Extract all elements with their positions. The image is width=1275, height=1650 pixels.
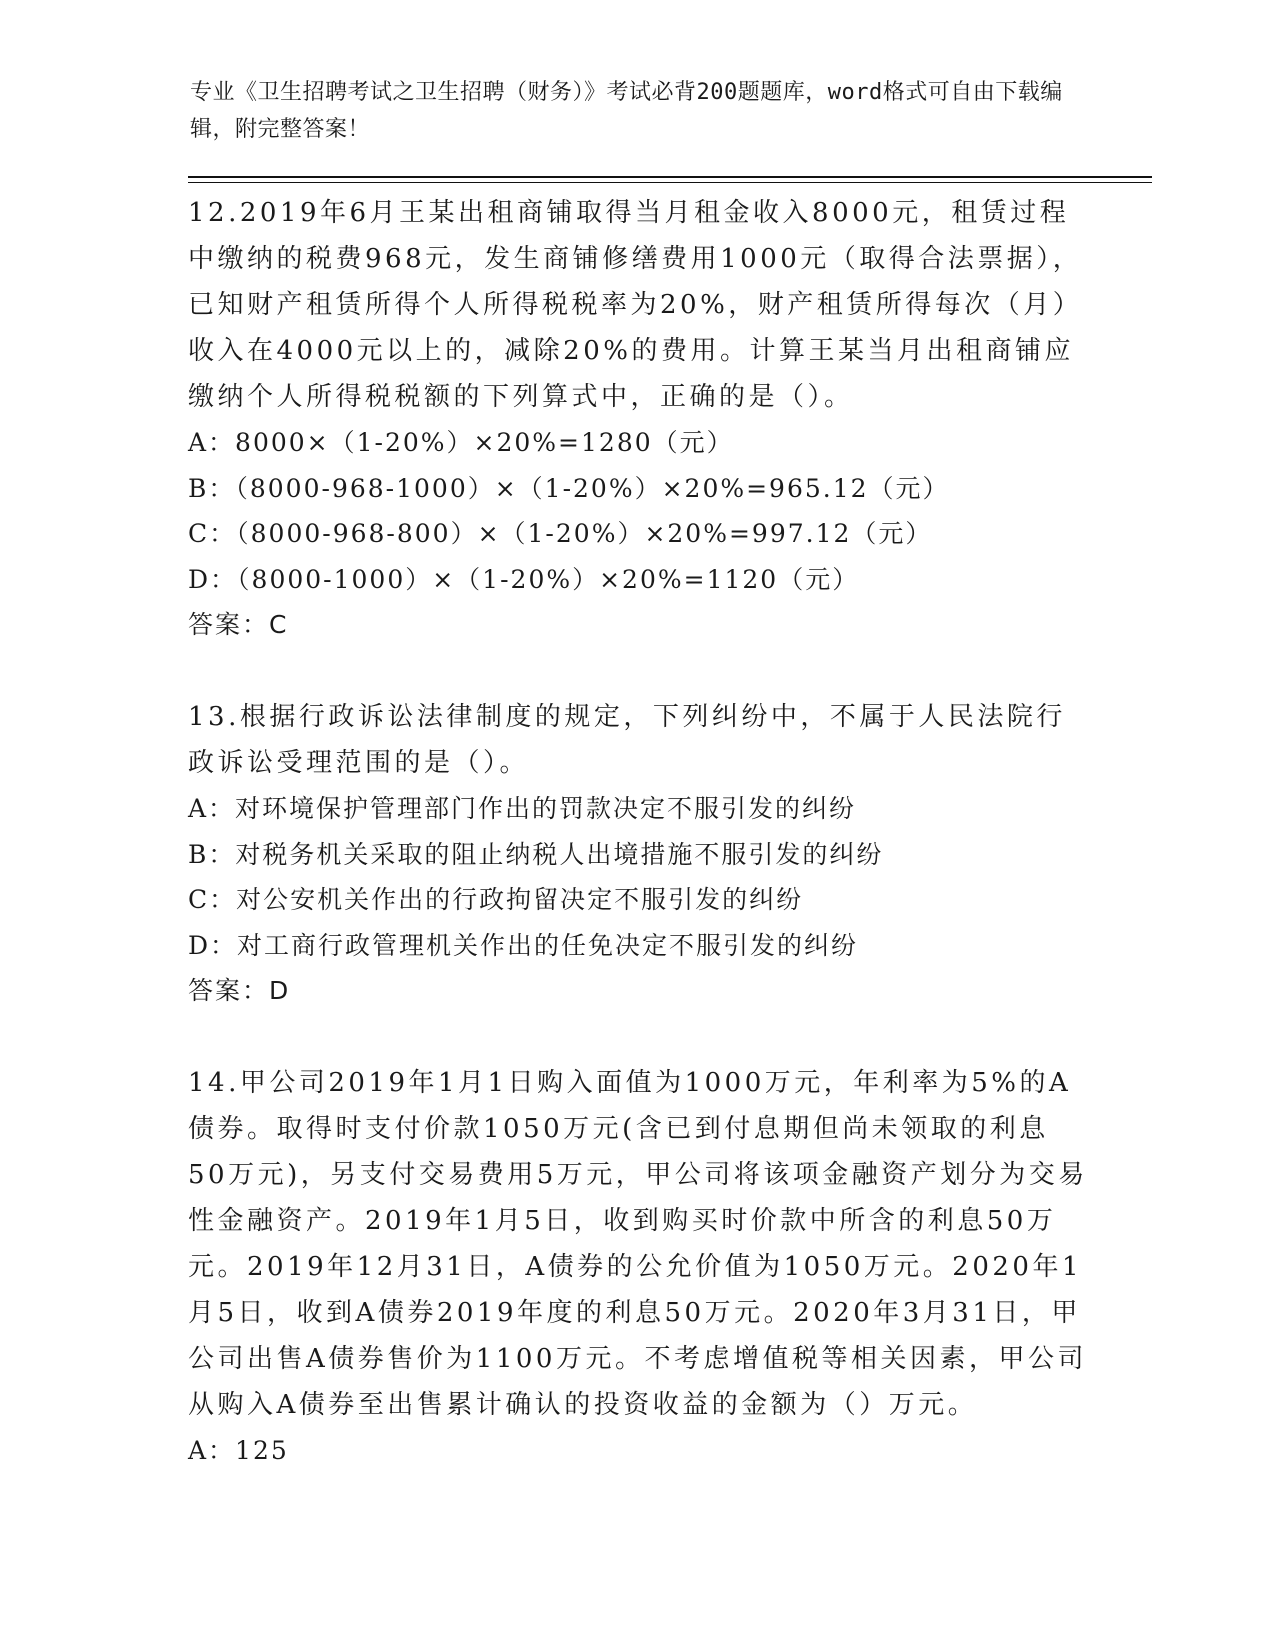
header-divider-thick xyxy=(188,176,1152,178)
option-d: D：（8000-1000）×（1-20%）×20%=1120（元） xyxy=(188,564,860,594)
option-c: C：（8000-968-800）×（1-20%）×20%=997.12（元） xyxy=(188,519,933,548)
question-12 xyxy=(188,190,1088,648)
option-b: B：对税务机关采取的阻止纳税人出境措施不服引发的纠纷 xyxy=(188,839,884,869)
option-a: A：8000×（1-20%）×20%=1280（元） xyxy=(188,428,734,457)
option-d: D：对工商行政管理机关作出的任免决定不服引发的纠纷 xyxy=(188,930,859,960)
option-c: C：对公安机关作出的行政拘留决定不服引发的纠纷 xyxy=(188,885,804,914)
question-stem: 12.2019年6月王某出租商铺取得当月租金收入8000元，租赁过程中缴纳的税费968元，发生商铺修缮费用1000元（取得合法票据），已知财产租赁所得个人所得税税率为20%，财产租赁所得每次（月）收入在4000元以上的，减除20%的费用。计算王某当月出租商铺应缴纳个人所得税税额的下列算式中，正确的是（）。 xyxy=(188,198,1083,412)
question-14 xyxy=(188,1060,1088,1474)
option-b: B：（8000-968-1000）×（1-20%）×20%=965.12（元） xyxy=(188,473,950,503)
question-stem: 14.甲公司2019年1月1日购入面值为1000万元，年利率为5%的A债券。取得时支付价款1050万元(含已到付息期但尚未领取的利息50万元)，另支付交易费用5万元，甲公司将该项金融资产划分为交易性金融资产。2019年1月5日，收到购买时价款中所含的利息50万元。2019年12月31日，A债券的公允价值为1050万元。2020年1月5日，收到A债券2019年度的利息50万元。2020年3月31日，甲公司出售A债券售价为1100万元。不考虑增值税等相关因素，甲公司从购入A债券至出售累计确认的投资收益的金额为（）万元。 xyxy=(188,1068,1088,1420)
answer-line: 答案：D xyxy=(188,976,291,1005)
option-a: A：125 xyxy=(188,1436,289,1465)
question-list xyxy=(188,190,1088,1474)
question-spacer xyxy=(188,1014,1088,1060)
document-header: 专业《卫生招聘考试之卫生招聘（财务）》考试必背200题题库，word格式可自由下载编辑，附完整答案！ xyxy=(190,80,1063,142)
option-a: A：对环境保护管理部门作出的罚款决定不服引发的纠纷 xyxy=(188,794,857,823)
question-stem: 13.根据行政诉讼法律制度的规定，下列纠纷中，不属于人民法院行政诉讼受理范围的是（）。 xyxy=(188,702,1066,778)
header-divider-thin xyxy=(188,182,1152,183)
answer-line: 答案：C xyxy=(188,610,289,639)
question-spacer xyxy=(188,648,1088,694)
question-13 xyxy=(188,694,1088,1014)
